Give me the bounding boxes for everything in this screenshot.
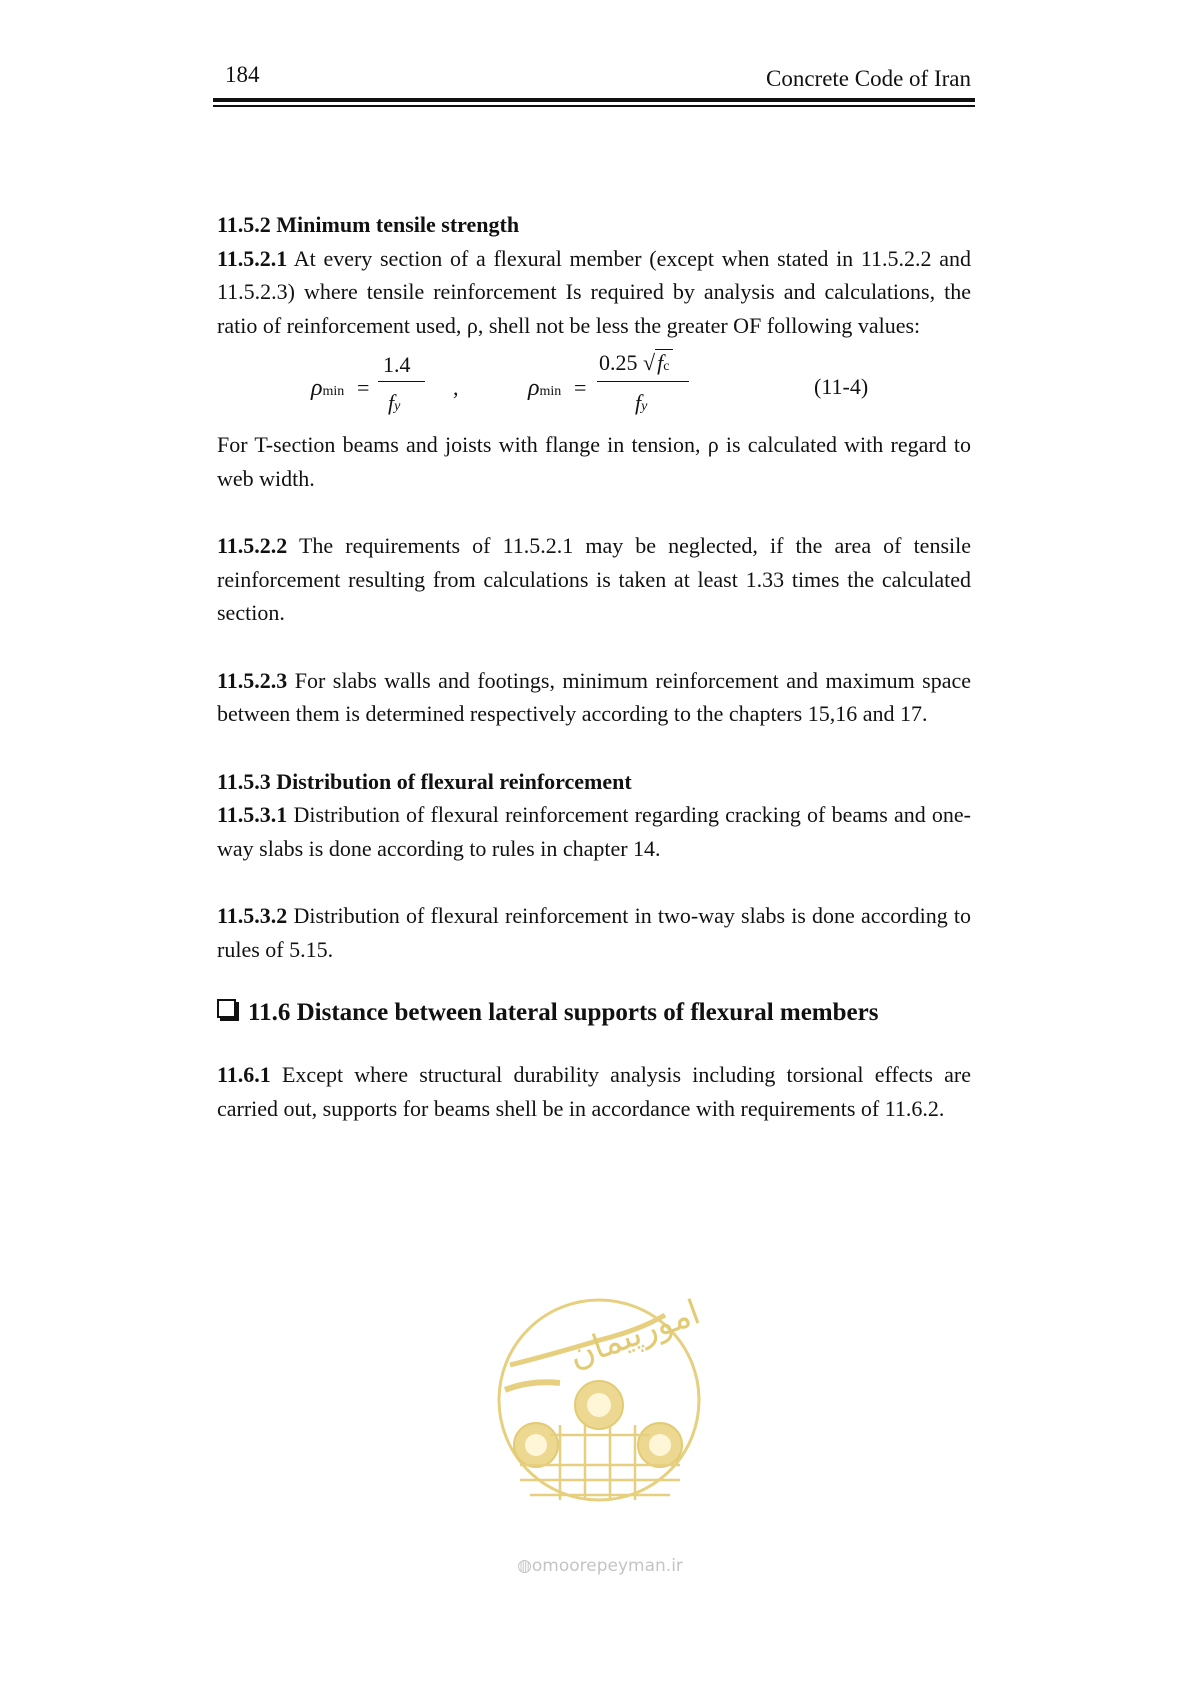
- denominator-1: fy: [388, 390, 401, 415]
- paragraph-11-5-2-3: [217, 664, 971, 731]
- globe-icon: ◍: [517, 1556, 532, 1576]
- section-heading-11-5-2: 11.5.2 Minimum tensile strength: [217, 212, 520, 237]
- header-rule-thin: [213, 105, 975, 107]
- clause-text: For slabs walls and footings, minimum reinforcement and maximum space between them is determined respectively according to the chapters 15,16 and 17.: [217, 667, 971, 726]
- rho-min-2: ρmin: [528, 375, 562, 401]
- paragraph-11-5-2-1: [217, 242, 971, 343]
- paragraph-11-5-3-2: [217, 899, 971, 966]
- page-number: 184: [225, 62, 260, 87]
- sqrt-symbol: √: [643, 350, 656, 375]
- clause-text: Distribution of flexural reinforcement in two-way slabs is done according to rules of 5.15.: [217, 903, 971, 962]
- clause-text: Except where structural durability analysis including torsional effects are carried out, supports for beams shell be in accordance with requirements of 11.6.2.: [217, 1062, 971, 1121]
- watermark-logo: [490, 1295, 708, 1585]
- fraction-bar-1: [378, 381, 425, 382]
- section-heading-11-6: 11.6 Distance between lateral supports of flexural members: [217, 996, 971, 1030]
- formula-comma: ,: [453, 375, 459, 400]
- logo-seal-icon: [490, 1295, 708, 1545]
- logo-script-text: امورپیمان: [563, 1295, 706, 1377]
- page-body: [217, 208, 971, 1125]
- paragraph-11-6-1: [217, 1058, 971, 1125]
- clause-label: 11.5.2.2: [217, 533, 288, 558]
- equals-1: =: [357, 375, 370, 400]
- equals-2: =: [574, 375, 587, 400]
- clause-label: 11.5.2.3: [217, 667, 288, 693]
- clause-text: At every section of a flexural member (except when stated in 11.5.2.2 and 11.5.2.3) where tensile reinforcement Is required by analysis and calculations, the ratio of reinforcement used, ρ, shell not be less the greater OF following values:: [217, 245, 971, 338]
- clause-label: 11.5.3.1: [217, 802, 288, 827]
- clause-label: 11.6.1: [217, 1062, 271, 1087]
- paragraph-11-5-3-1: [217, 798, 971, 865]
- page-header: [213, 62, 975, 106]
- equation-11-4: [217, 342, 971, 428]
- rho-min-1: ρmin: [311, 375, 345, 401]
- running-title: Concrete Code of Iran: [765, 66, 971, 91]
- header-rule-thick: [213, 98, 975, 102]
- clause-label: 11.5.2.1: [217, 245, 288, 271]
- clause-label: 11.5.3.2: [217, 903, 288, 928]
- equation-number: (11-4): [814, 374, 869, 399]
- paragraph-11-5-2-2: [217, 529, 971, 630]
- checkbox-bullet-icon: [217, 999, 236, 1018]
- watermark-url: ◍omoorepeyman.ir: [517, 1556, 683, 1576]
- paragraph-t-section: For T-section beams and joists with flange in tension, ρ is calculated with regard to web width.: [217, 432, 971, 491]
- section-heading-11-5-3: 11.5.3 Distribution of flexural reinforcement: [217, 768, 632, 794]
- fraction-bar-2: [597, 381, 689, 382]
- clause-text: The requirements of 11.5.2.1 may be neglected, if the area of tensile reinforcement resulting from calculations is taken at least 1.33 times the calculated section.: [217, 533, 971, 625]
- numerator-1: 1.4: [383, 352, 411, 377]
- numerator-2: 0.25 √fc: [599, 346, 673, 384]
- denominator-2: fy: [635, 390, 648, 415]
- clause-text: Distribution of flexural reinforcement regarding cracking of beams and one-way slabs is done according to rules in chapter 14.: [217, 802, 971, 861]
